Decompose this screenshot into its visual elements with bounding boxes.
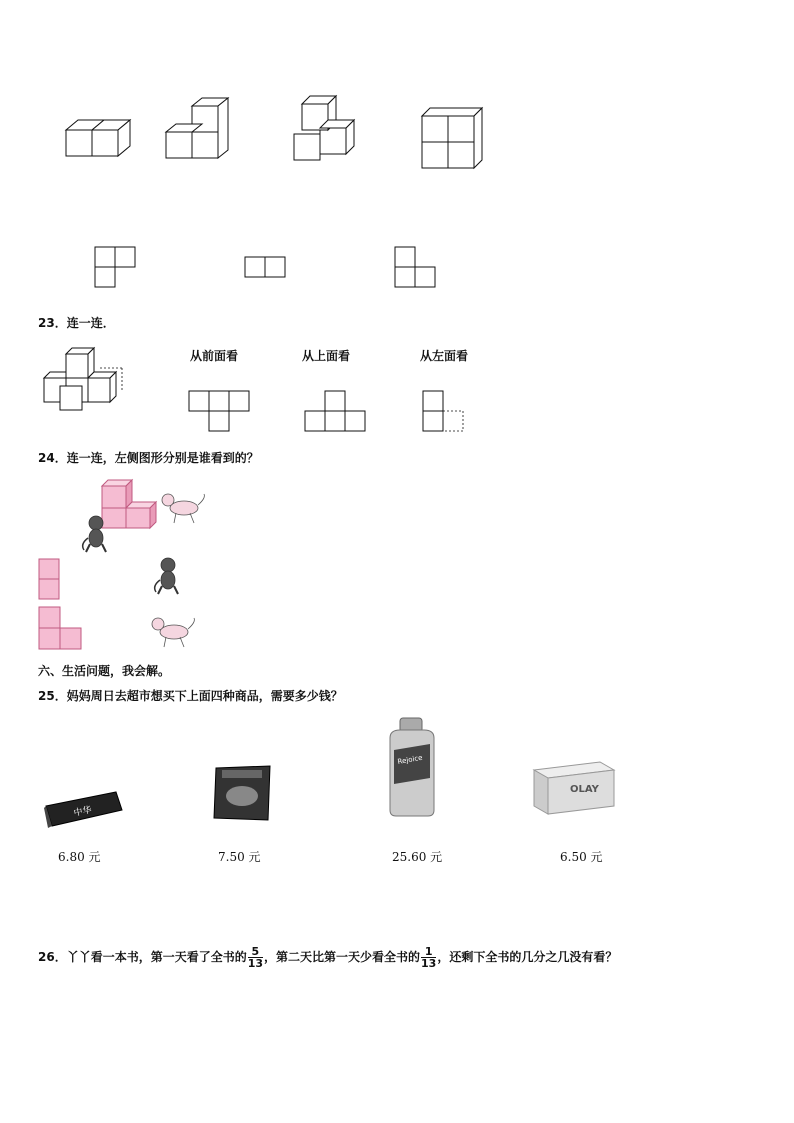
q23-cube-figure [40,346,136,412]
lotion-image [386,718,438,818]
left-view-shape [422,390,466,434]
fraction-numerator: 5 [248,946,263,958]
dog-icon-small [150,614,198,650]
cube-figure-3 [288,94,363,164]
view-shape-c [394,246,436,288]
cube-figure-4 [418,104,488,170]
toothpaste-image [44,784,124,834]
q26-part-2: ，第二天比第一天少看全书的 [264,950,421,964]
q24-title: 24．连一连，左侧图形分别是谁看到的？ [38,451,259,465]
svg-text:中华: 中华 [72,805,93,819]
svg-text:OLAY: OLAY [570,784,599,795]
view-shape-b [244,256,286,278]
pink-view-shape-1 [38,558,62,602]
fraction-1-13 [421,946,436,969]
label-front-view: 从前面看 [190,349,239,363]
fraction-numerator: 1 [421,946,436,958]
front-view-shape [188,390,252,434]
fraction-denominator: 13 [421,957,437,970]
q23-title: 23．连一连． [38,316,115,330]
q26-part-1: 26．丫丫看一本书，第一天看了全书的 [38,950,247,964]
top-view-shape [304,390,368,434]
q26-part-3: ，还剩下全书的几分之几没有看？ [437,950,618,964]
fraction-denominator: 13 [247,957,264,970]
svg-text:Rejoice: Rejoice [396,753,424,766]
soap-price: 6.50 元 [560,850,603,864]
cube-figure-2 [160,98,230,162]
toothpaste-price: 6.80 元 [58,850,101,864]
cube-figure-1 [60,110,130,162]
detergent-image [212,764,274,822]
view-shape-a [94,246,136,288]
label-top-view: 从上面看 [302,349,351,363]
monkey-icon-small [150,556,186,596]
q26-question [38,946,617,969]
soap-box-image [530,760,616,816]
pink-view-shape-2 [38,606,84,652]
detergent-price: 7.50 元 [218,850,261,864]
section-6-title: 六、生活问题，我会解。 [38,664,171,678]
dog-icon [160,490,208,526]
q25-title: 25．妈妈周日去超市想买下上面四种商品，需要多少钱？ [38,689,343,703]
monkey-icon [80,514,116,554]
lotion-price: 25.60 元 [392,850,443,864]
label-left-view: 从左面看 [420,349,469,363]
fraction-5-13 [248,946,263,969]
